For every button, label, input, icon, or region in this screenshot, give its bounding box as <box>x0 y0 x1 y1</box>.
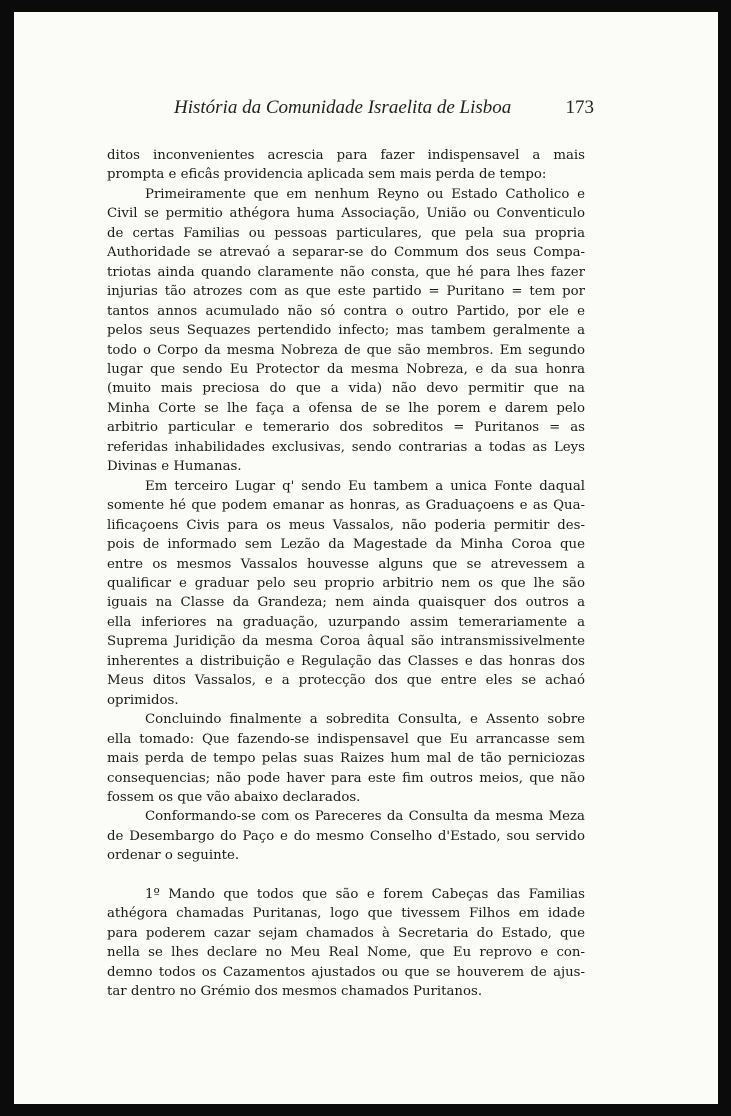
body-text <box>107 146 585 1001</box>
text-line: Divinas e Humanas. <box>107 459 242 475</box>
text-line: (muito mais preciosa do que a vida) não devo permitir que na <box>107 381 585 397</box>
text-line: de Desembargo do Paço e do mesmo Conselho d'Estado, sou servido <box>107 828 585 844</box>
text-line: tantos annos acumulado não só contra o outro Partido, por ele e <box>107 303 585 319</box>
running-header <box>174 97 594 123</box>
text-line: fossem os que vão abaixo declarados. <box>107 789 361 805</box>
text-line: referidas inhabilidades exclusivas, sendo contrarias a todas as Leys <box>107 439 585 455</box>
text-line: para poderem cazar sejam chamados à Secretaria do Estado, que <box>107 925 585 941</box>
paragraph <box>107 807 585 865</box>
book-page <box>14 12 718 1104</box>
text-line: arbitrio particular e temerario dos sobreditos = Puritanos = as <box>107 420 585 436</box>
text-line: ella inferiores na graduação, uzurpando assim temerariamente a <box>107 614 585 630</box>
text-line: inherentes a distribuição e Regulação das Classes e das honras dos <box>107 653 585 669</box>
text-line: consequencias; não pode haver para este fim outros meios, que não <box>107 770 585 786</box>
text-line: oprimidos. <box>107 692 179 708</box>
text-line: 1º Mando que todos que são e forem Cabeças das Familias <box>145 886 585 902</box>
text-line: Suprema Juridição da mesma Coroa âqual são intransmissivelmente <box>107 634 585 650</box>
text-line: nella se lhes declare no Meu Real Nome, que Eu reprovo e con- <box>107 945 585 961</box>
text-line: injurias tão atrozes com as que este partido = Puritano = tem por <box>107 284 585 300</box>
text-line: athégora chamadas Puritanas, logo que tivessem Filhos em idade <box>107 906 585 922</box>
text-line: pelos seus Sequazes pertendido infecto; mas tambem geralmente a <box>107 323 585 339</box>
text-line: Meus ditos Vassalos, e a protecção dos que entre eles se achaó <box>107 673 585 689</box>
text-line: demno todos os Cazamentos ajustados ou que se houverem de ajus- <box>107 964 585 980</box>
paragraph <box>107 146 585 185</box>
text-line: lificaçoens Civis para os meus Vassalos, não poderia permitir des- <box>107 517 585 533</box>
text-line: iguais na Classe da Grandeza; nem ainda quaisquer dos outros a <box>107 595 585 611</box>
paragraph <box>107 477 585 710</box>
text-line: ella tomado: Que fazendo-se indispensavel que Eu arrancasse sem <box>107 731 585 747</box>
text-line: qualificar e graduar pelo seu proprio arbitrio nem os que lhe são <box>107 575 585 591</box>
text-line: Civil se permitio athégora huma Associação, União ou Conventiculo <box>107 206 585 222</box>
text-line: Minha Corte se lhe faça a ofensa de se lhe porem e darem pelo <box>107 400 585 416</box>
text-line: somente hé que podem emanar as honras, as Graduaçoens e as Qua- <box>107 498 585 514</box>
text-line: entre os mesmos Vassalos houvesse alguns que se atrevessem a <box>107 556 585 572</box>
text-line: tar dentro no Grémio dos mesmos chamados Puritanos. <box>107 984 483 1000</box>
running-title: História da Comunidade Israelita de Lisboa <box>174 97 512 118</box>
text-line: de certas Familias ou pessoas particulares, que pela sua propria <box>107 225 585 241</box>
text-line: Primeiramente que em nenhum Reyno ou Estado Catholico e <box>145 186 585 202</box>
text-line: mais perda de tempo pelas suas Raizes hum mal de tão perniciozas <box>107 751 585 767</box>
text-line: Em terceiro Lugar q' sendo Eu tambem a unica Fonte daqual <box>145 478 585 494</box>
text-line: pois de informado sem Lezão da Magestade da Minha Coroa que <box>107 537 585 553</box>
text-line: todo o Corpo da mesma Nobreza de que são membros. Em segundo <box>107 342 585 358</box>
text-line: lugar que sendo Eu Protector da mesma Nobreza, e da sua honra <box>107 361 585 377</box>
page-number: 173 <box>565 97 594 118</box>
text-line: ordenar o seguinte. <box>107 848 240 864</box>
paragraph <box>107 885 585 1002</box>
text-line: Authoridade se atrevaó a separar-se do Commum dos seus Compa- <box>107 245 585 261</box>
paragraph <box>107 710 585 807</box>
text-line: prompta e eficâs providencia aplicada sem mais perda de tempo: <box>107 167 547 183</box>
text-line: Concluindo finalmente a sobredita Consulta, e Assento sobre <box>145 712 585 728</box>
paragraph <box>107 185 585 477</box>
text-line: ditos inconvenientes acrescia para fazer indispensavel a mais <box>107 148 585 163</box>
text-line: Conformando-se com os Pareceres da Consulta da mesma Meza <box>145 809 585 825</box>
text-line: triotas ainda quando claramente não consta, que hé para lhes fazer <box>107 264 585 280</box>
